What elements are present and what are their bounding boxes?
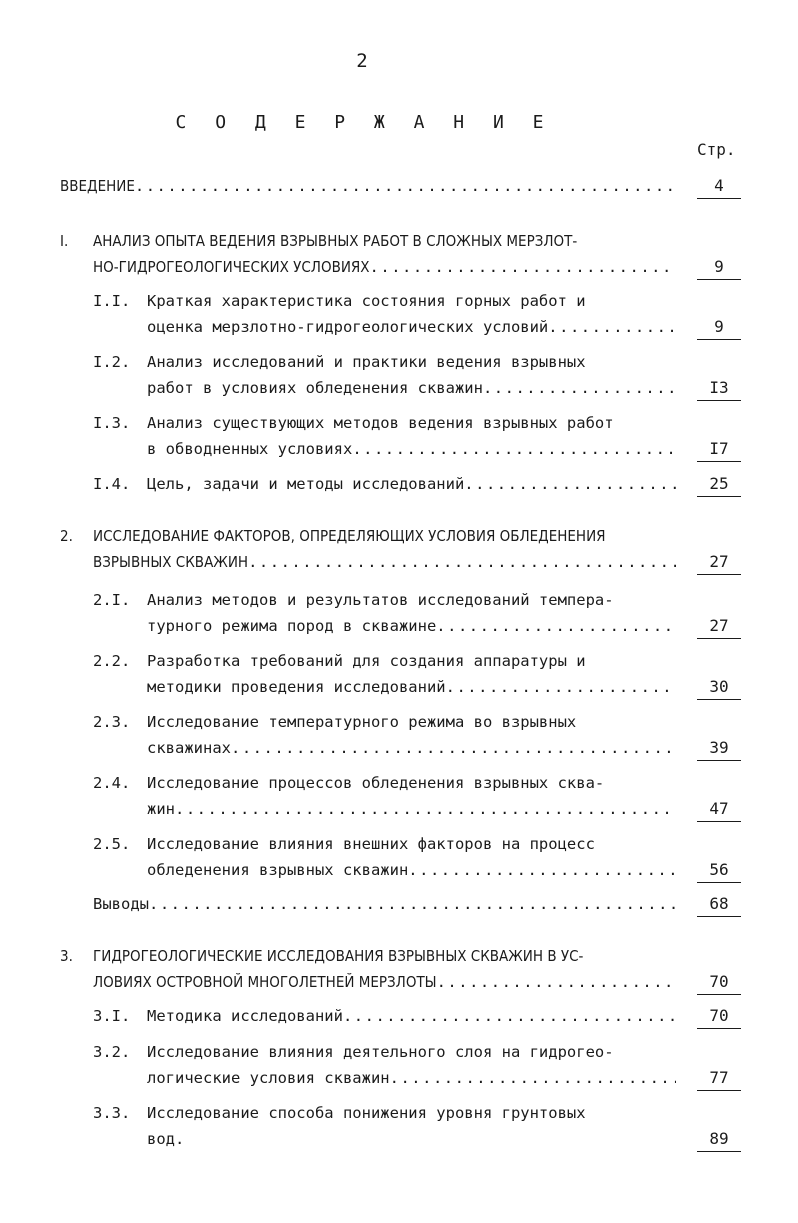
- chapter-2-number: 2.: [60, 527, 73, 545]
- chapter-3-text: ГИДРОГЕОЛОГИЧЕСКИЕ ИССЛЕДОВАНИЯ ВЗРЫВНЫХ СКВАЖИН В УС-: [93, 947, 584, 965]
- section-1-2-line: [93, 346, 676, 372]
- toc-intro-leader-dots: [135, 176, 676, 196]
- section-1-1-number: I.I.: [93, 292, 131, 310]
- section-2-2-text: Разработка требований для создания аппаратуры и: [147, 652, 586, 670]
- section-3-3-line: [147, 1123, 676, 1149]
- chapter-2-text: ИССЛЕДОВАНИЕ ФАКТОРОВ, ОПРЕДЕЛЯЮЩИХ УСЛОВИЯ ОБЛЕДЕНЕНИЯ: [93, 527, 606, 545]
- chapter-2-line: [60, 520, 676, 546]
- section-1-2-page: I3: [697, 378, 741, 401]
- section-1-3-leader-dots: [352, 439, 676, 459]
- section-3-3-page: 89: [697, 1129, 741, 1152]
- section-2-5-page: 56: [697, 860, 741, 883]
- section-2-4-text: Исследование процессов обледенения взрывных сква-: [147, 774, 605, 792]
- section-1-3-text: Анализ существующих методов ведения взрывных работ: [147, 414, 614, 432]
- section-2-2-line: [93, 645, 676, 671]
- chapter-3-number: 3.: [60, 947, 73, 965]
- section-1-4-number: I.4.: [93, 475, 131, 493]
- section-2-1-page: 27: [697, 616, 741, 639]
- chapter-1-text: АНАЛИЗ ОПЫТА ВЕДЕНИЯ ВЗРЫВНЫХ РАБОТ В СЛОЖНЫХ МЕРЗЛОТ-: [93, 232, 578, 250]
- section-1-3-page: I7: [697, 439, 741, 462]
- section-2-6-leader-dots: [149, 894, 676, 914]
- section-1-2-number: I.2.: [93, 353, 131, 371]
- section-2-6-text: Выводы: [93, 895, 149, 913]
- section-2-4-text: жин: [147, 800, 175, 818]
- chapter-1-number: I.: [60, 232, 69, 250]
- section-2-3-text: Исследование температурного режима во взрывных: [147, 713, 577, 731]
- section-3-1-text: Методика исследований: [147, 1007, 343, 1025]
- section-3-3-number: 3.3.: [93, 1104, 131, 1122]
- section-3-1-line: [93, 1000, 676, 1026]
- section-3-2-leader-dots: [390, 1068, 676, 1088]
- section-2-5-text: обледенения взрывных скважин: [147, 861, 409, 879]
- section-2-5-leader-dots: [408, 860, 676, 880]
- section-3-2-text: логические условия скважин: [147, 1069, 390, 1087]
- section-2-1-line: [147, 610, 676, 636]
- section-2-5-line: [147, 854, 676, 880]
- chapter-3-line: [93, 966, 676, 992]
- section-1-1-line: [147, 311, 676, 337]
- toc-intro-page: 4: [697, 176, 741, 199]
- section-2-4-number: 2.4.: [93, 774, 131, 792]
- toc-title: С О Д Е Р Ж А Н И Е: [175, 112, 553, 133]
- chapter-1-line: [60, 225, 676, 251]
- section-1-4-page: 25: [697, 474, 741, 497]
- section-3-1-leader-dots: [343, 1006, 676, 1026]
- section-1-3-text: в обводненных условиях: [147, 440, 353, 458]
- section-2-3-number: 2.3.: [93, 713, 131, 731]
- section-2-1-text: турного режима пород в скважине: [147, 617, 437, 635]
- section-2-3-text: скважинах: [147, 739, 231, 757]
- section-2-5-number: 2.5.: [93, 835, 131, 853]
- section-2-3-line: [93, 706, 676, 732]
- section-1-3-line: [147, 433, 676, 459]
- section-2-4-leader-dots: [175, 799, 676, 819]
- chapter-2-text: ВЗРЫВНЫХ СКВАЖИН: [93, 553, 249, 571]
- section-1-2-line: [147, 372, 676, 398]
- section-2-3-leader-dots: [231, 738, 676, 758]
- section-3-1-page: 70: [697, 1006, 741, 1029]
- section-2-1-leader-dots: [436, 616, 676, 636]
- section-1-4-line: [93, 468, 676, 494]
- page-column-label: Стр.: [697, 140, 736, 159]
- toc-intro-text: ВВЕДЕНИЕ: [60, 177, 135, 195]
- toc-intro-line: [60, 170, 676, 196]
- section-3-2-number: 3.2.: [93, 1043, 131, 1061]
- page-number: 2: [356, 50, 368, 72]
- section-1-4-leader-dots: [464, 474, 676, 494]
- section-2-2-text: методики проведения исследований: [147, 678, 446, 696]
- chapter-3-line: [60, 940, 676, 966]
- section-2-5-line: [93, 828, 676, 854]
- section-2-3-line: [147, 732, 676, 758]
- chapter-1-page: 9: [697, 257, 741, 280]
- section-3-2-line: [93, 1036, 676, 1062]
- chapter-3-page: 70: [697, 972, 741, 995]
- chapter-1-leader-dots: [370, 257, 676, 277]
- section-3-2-line: [147, 1062, 676, 1088]
- section-1-3-number: I.3.: [93, 414, 131, 432]
- section-1-3-line: [93, 407, 676, 433]
- section-2-2-line: [147, 671, 676, 697]
- chapter-1-text: НО-ГИДРОГЕОЛОГИЧЕСКИХ УСЛОВИЯХ: [93, 258, 370, 276]
- chapter-2-line: [93, 546, 676, 572]
- section-3-1-number: 3.I.: [93, 1007, 131, 1025]
- chapter-1-line: [93, 251, 676, 277]
- section-2-1-text: Анализ методов и результатов исследований темпера-: [147, 591, 614, 609]
- section-2-4-page: 47: [697, 799, 741, 822]
- chapter-3-leader-dots: [437, 972, 676, 992]
- section-1-1-page: 9: [697, 317, 741, 340]
- section-1-2-text: Анализ исследований и практики ведения взрывных: [147, 353, 586, 371]
- section-2-1-line: [93, 584, 676, 610]
- section-1-1-text: Краткая характеристика состояния горных работ и: [147, 292, 586, 310]
- section-2-2-page: 30: [697, 677, 741, 700]
- section-1-1-text: оценка мерзлотно-гидрогеологических условий: [147, 318, 549, 336]
- section-1-1-leader-dots: [548, 317, 676, 337]
- section-2-1-number: 2.I.: [93, 591, 131, 609]
- section-1-1-line: [93, 285, 676, 311]
- section-3-3-text: Исследование способа понижения уровня грунтовых: [147, 1104, 586, 1122]
- chapter-2-page: 27: [697, 552, 741, 575]
- section-2-5-text: Исследование влияния внешних факторов на процесс: [147, 835, 595, 853]
- section-2-6-line: [93, 888, 676, 914]
- section-2-6-page: 68: [697, 894, 741, 917]
- section-2-2-leader-dots: [446, 677, 676, 697]
- section-1-4-text: Цель, задачи и методы исследований: [147, 475, 465, 493]
- section-1-2-leader-dots: [483, 378, 676, 398]
- section-2-2-number: 2.2.: [93, 652, 131, 670]
- section-1-2-text: работ в условиях обледенения скважин: [147, 379, 483, 397]
- section-2-3-page: 39: [697, 738, 741, 761]
- chapter-2-leader-dots: [248, 552, 676, 572]
- section-2-4-line: [147, 793, 676, 819]
- section-3-2-text: Исследование влияния деятельного слоя на гидрогео-: [147, 1043, 614, 1061]
- section-3-3-text: вод.: [147, 1130, 185, 1148]
- section-3-3-line: [93, 1097, 676, 1123]
- section-2-4-line: [93, 767, 676, 793]
- section-3-2-page: 77: [697, 1068, 741, 1091]
- chapter-3-text: ЛОВИЯХ ОСТРОВНОЙ МНОГОЛЕТНЕЙ МЕРЗЛОТЫ: [93, 973, 437, 991]
